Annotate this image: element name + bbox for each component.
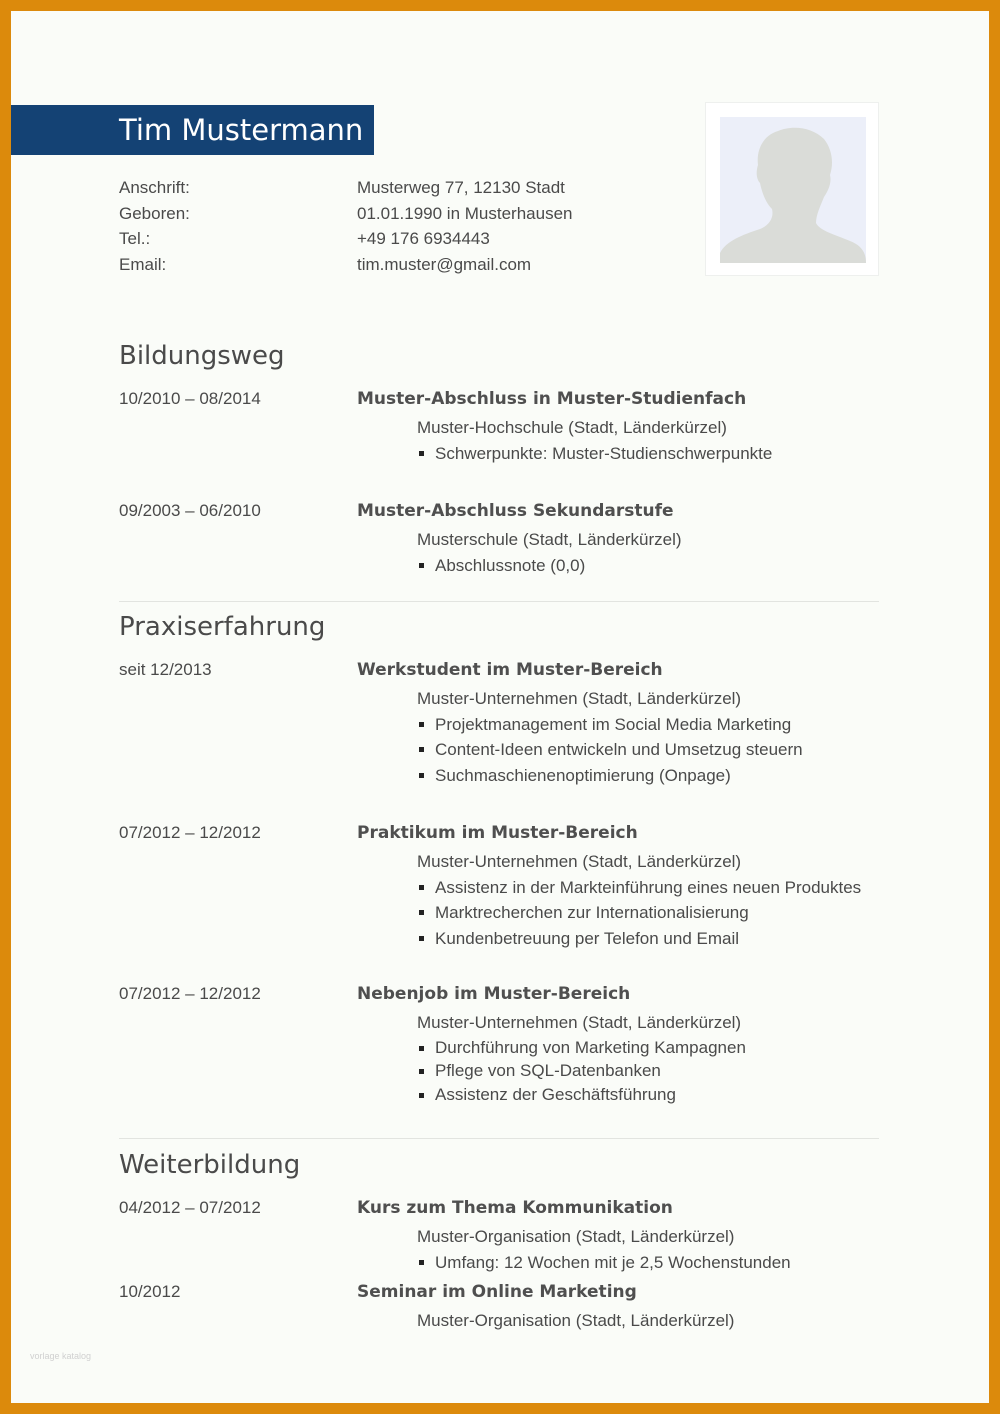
entry-organization: Muster-Organisation (Stadt, Länderkürzel) — [417, 1311, 735, 1330]
entry-organization: Muster-Unternehmen (Stadt, Länderkürzel) — [417, 1013, 742, 1032]
entry-date: 07/2012 – 12/2012 — [119, 823, 261, 842]
contact-birth: 01.01.1990 in Musterhausen — [357, 203, 573, 223]
bullet-item: Abschlussnote (0,0) — [417, 553, 585, 578]
bullet-item: Assistenz der Geschäftsführung — [417, 1083, 746, 1106]
bullet-item: Umfang: 12 Wochen mit je 2,5 Wochenstunden — [417, 1250, 791, 1275]
entry-organization: Muster-Unternehmen (Stadt, Länderkürzel) — [417, 852, 742, 871]
entry-date: 10/2012 — [119, 1282, 181, 1301]
bullet-item: Pflege von SQL-Datenbanken — [417, 1059, 746, 1082]
person-silhouette-icon — [720, 117, 866, 263]
name-banner: Tim Mustermann — [11, 105, 374, 155]
entry-bullets — [417, 441, 772, 466]
bullet-item: Durchführung von Marketing Kampagnen — [417, 1036, 746, 1059]
bullet-item: Assistenz in der Markteinführung eines neuen Produktes — [417, 875, 861, 900]
contact-label: Geboren: — [119, 203, 190, 223]
entry-organization: Musterschule (Stadt, Länderkürzel) — [417, 530, 682, 549]
contact-label: Tel.: — [119, 229, 151, 248]
entry-title: Werkstudent im Muster-Bereich — [357, 660, 663, 680]
entry-title: Nebenjob im Muster-Bereich — [357, 984, 631, 1004]
entry-title: Muster-Abschluss Sekundarstufe — [357, 501, 674, 521]
bullet-item: Marktrecherchen zur Internationalisierung — [417, 900, 861, 925]
bullet-item: Projektmanagement im Social Media Marketing — [417, 712, 803, 737]
entry-date: 07/2012 – 12/2012 — [119, 984, 261, 1003]
profile-photo — [705, 102, 879, 276]
entry-title: Praktikum im Muster-Bereich — [357, 823, 638, 843]
bullet-item: Suchmaschienenoptimierung (Onpage) — [417, 763, 803, 788]
entry-date: 09/2003 – 06/2010 — [119, 501, 261, 520]
entry-title: Seminar im Online Marketing — [357, 1282, 637, 1302]
entry-bullets — [417, 1036, 746, 1106]
section-divider — [119, 601, 879, 602]
entry-date: seit 12/2013 — [119, 660, 212, 679]
bullet-item: Kundenbetreuung per Telefon und Email — [417, 926, 861, 951]
entry-organization: Muster-Unternehmen (Stadt, Länderkürzel) — [417, 689, 742, 708]
contact-label: Email: — [119, 254, 167, 274]
entry-bullets — [417, 553, 585, 578]
entry-bullets — [417, 712, 803, 788]
bullet-item: Schwerpunkte: Muster-Studienschwerpunkte — [417, 441, 772, 466]
contact-address: Musterweg 77, 12130 Stadt — [357, 178, 565, 197]
section-title-education: Bildungsweg — [119, 341, 285, 371]
bullet-item: Content-Ideen entwickeln und Umsetzug steuern — [417, 737, 803, 762]
entry-date: 04/2012 – 07/2012 — [119, 1198, 261, 1217]
contact-phone: +49 176 6934443 — [357, 229, 490, 248]
section-title-training: Weiterbildung — [119, 1150, 301, 1180]
entry-bullets — [417, 1250, 791, 1275]
entry-title: Kurs zum Thema Kommunikation — [357, 1198, 673, 1218]
contact-label: Anschrift: — [119, 178, 190, 197]
entry-bullets — [417, 875, 861, 951]
cv-page — [11, 11, 989, 1403]
contact-email: tim.muster@gmail.com — [357, 254, 532, 274]
watermark-text: vorlage katalog — [30, 1351, 92, 1361]
entry-date: 10/2010 – 08/2014 — [119, 389, 261, 408]
entry-organization: Muster-Organisation (Stadt, Länderkürzel) — [417, 1227, 735, 1246]
section-title-experience: Praxiserfahrung — [119, 612, 326, 642]
entry-title: Muster-Abschluss in Muster-Studienfach — [357, 389, 747, 409]
section-divider — [119, 1138, 879, 1139]
entry-organization: Muster-Hochschule (Stadt, Länderkürzel) — [417, 418, 727, 437]
